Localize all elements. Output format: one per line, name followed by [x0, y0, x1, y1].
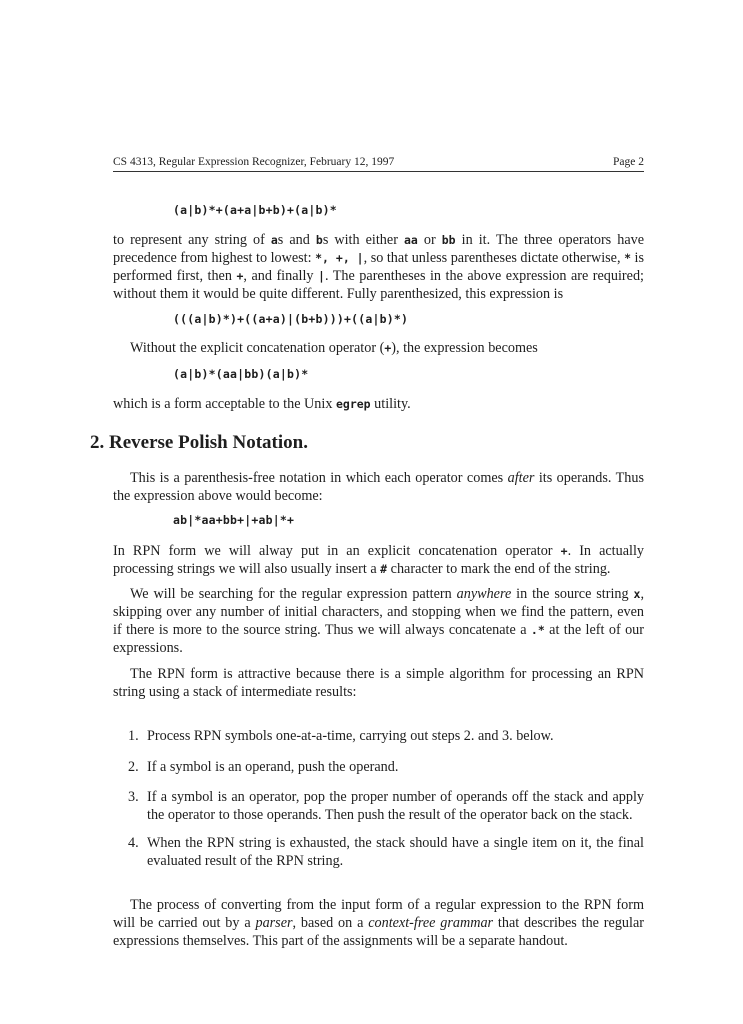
- expression-rpn: ab|*aa+bb+|+ab|*+: [173, 513, 295, 527]
- paragraph-parser: The process of converting from the input form of a regular expression to the RPN form will be carried out by a parser, based on a context-free grammar that describes the regular expressions themselves. This part of the assignments will be a separate handout.: [113, 897, 644, 949]
- paragraph-egrep: which is a form acceptable to the Unix egrep utility.: [113, 396, 411, 412]
- expression-2: (((a|b)*)+((a+a)|(b+b)))+((a|b)*): [173, 312, 409, 326]
- page-number: Page 2: [613, 156, 644, 168]
- section-heading: 2. Reverse Polish Notation.: [90, 432, 308, 453]
- expression-1: (a|b)*+(a+a|b+b)+(a|b)*: [173, 203, 337, 217]
- page-header: [113, 156, 644, 172]
- header-title: CS 4313, Regular Expression Recognizer, February 12, 1997: [113, 156, 395, 168]
- expression-3: (a|b)*(aa|bb)(a|b)*: [173, 367, 309, 381]
- paragraph-searching: We will be searching for the regular expression pattern anywhere in the source string x, skipping over any number of initial characters, and stopping when we find the pattern, even if there is more to the source string. Thus we will always concatenate a .* at the left of our expressions.: [113, 586, 644, 656]
- document-page: CS 4313, Regular Expression Recognizer, February 12, 1997 Page 2 (a|b)*+(a+a|b+b)+(a|b)* to represent any string of as and bs with either aa or bb in it. The three operators have precedence from highest to lowest: *, +, |, so that unless parentheses dictate otherwise, * is performed first, then +, and finally |. The parentheses in the above expression are required; without them it would be quite different. Fully parenthesized, this expression is (((a|b)*)+((a+a)|(b+b)))+((a|b)*) Without the explicit concatenation operator (+), the expression becomes (a|b)*(aa|bb)(a|b)* which is a form acceptable to the Unix egrep utility. 2. Reverse Polish Notation. This is a parenthesis-free notation in which each operator comes after its operands. Thus the expression above would become: ab|*aa+bb+|+ab|*+ In RPN form we will alway put in an explicit concatenation operator +. In actually processing strings we will also usually insert a # character to mark the end of the string. We will be searching for the regular expression pattern anywhere in the source string x, skipping over any number of initial characters, and stopping when we find the pattern, even if there is more to the source string. Thus we will always concatenate a .* at the left of our expressions. The RPN form is attractive because there is a simple algorithm for processing an RPN string using a stack of intermediate results: 1. Process RPN symbols one-at-a-time, carrying out steps 2. and 3. below. 2. If a symbol is an operand, push the operand. 3. If a symbol is an operator, pop the proper number of operands off the stack and apply the operator to those operands. Then push the result of the operator back on the stack. 4. When the RPN string is exhausted, the stack should have a single item on it, the final evaluated result of the RPN string. The process of converting from the input form of a regular expression to the RPN form will be carried out by a parser, based on a context-free grammar that describes the regular expressions themselves. This part of the assignments will be a separate handout.: [90, 156, 645, 949]
- paragraph-rpn-attractive: The RPN form is attractive because there is a simple algorithm for processing an RPN string using a stack of intermediate results:: [113, 666, 644, 700]
- paragraph-rpn-form: In RPN form we will alway put in an explicit concatenation operator +. In actually processing strings we will also usually insert a # character to mark the end of the string.: [113, 543, 644, 577]
- paragraph-rpn-intro: This is a parenthesis-free notation in which each operator comes after its operands. Thus the expression above would become:: [113, 470, 644, 504]
- paragraph-precedence: to represent any string of as and bs with either aa or bb in it. The three operators have precedence from highest to lowest: *, +, |, so that unless parentheses dictate otherwise, * is performed first, then +, and finally |. The parentheses in the above expression are required; without them it would be quite different. Fully parenthesized, this expression is: [113, 232, 645, 302]
- paragraph-without-concat: Without the explicit concatenation operator (+), the expression becomes: [130, 340, 538, 356]
